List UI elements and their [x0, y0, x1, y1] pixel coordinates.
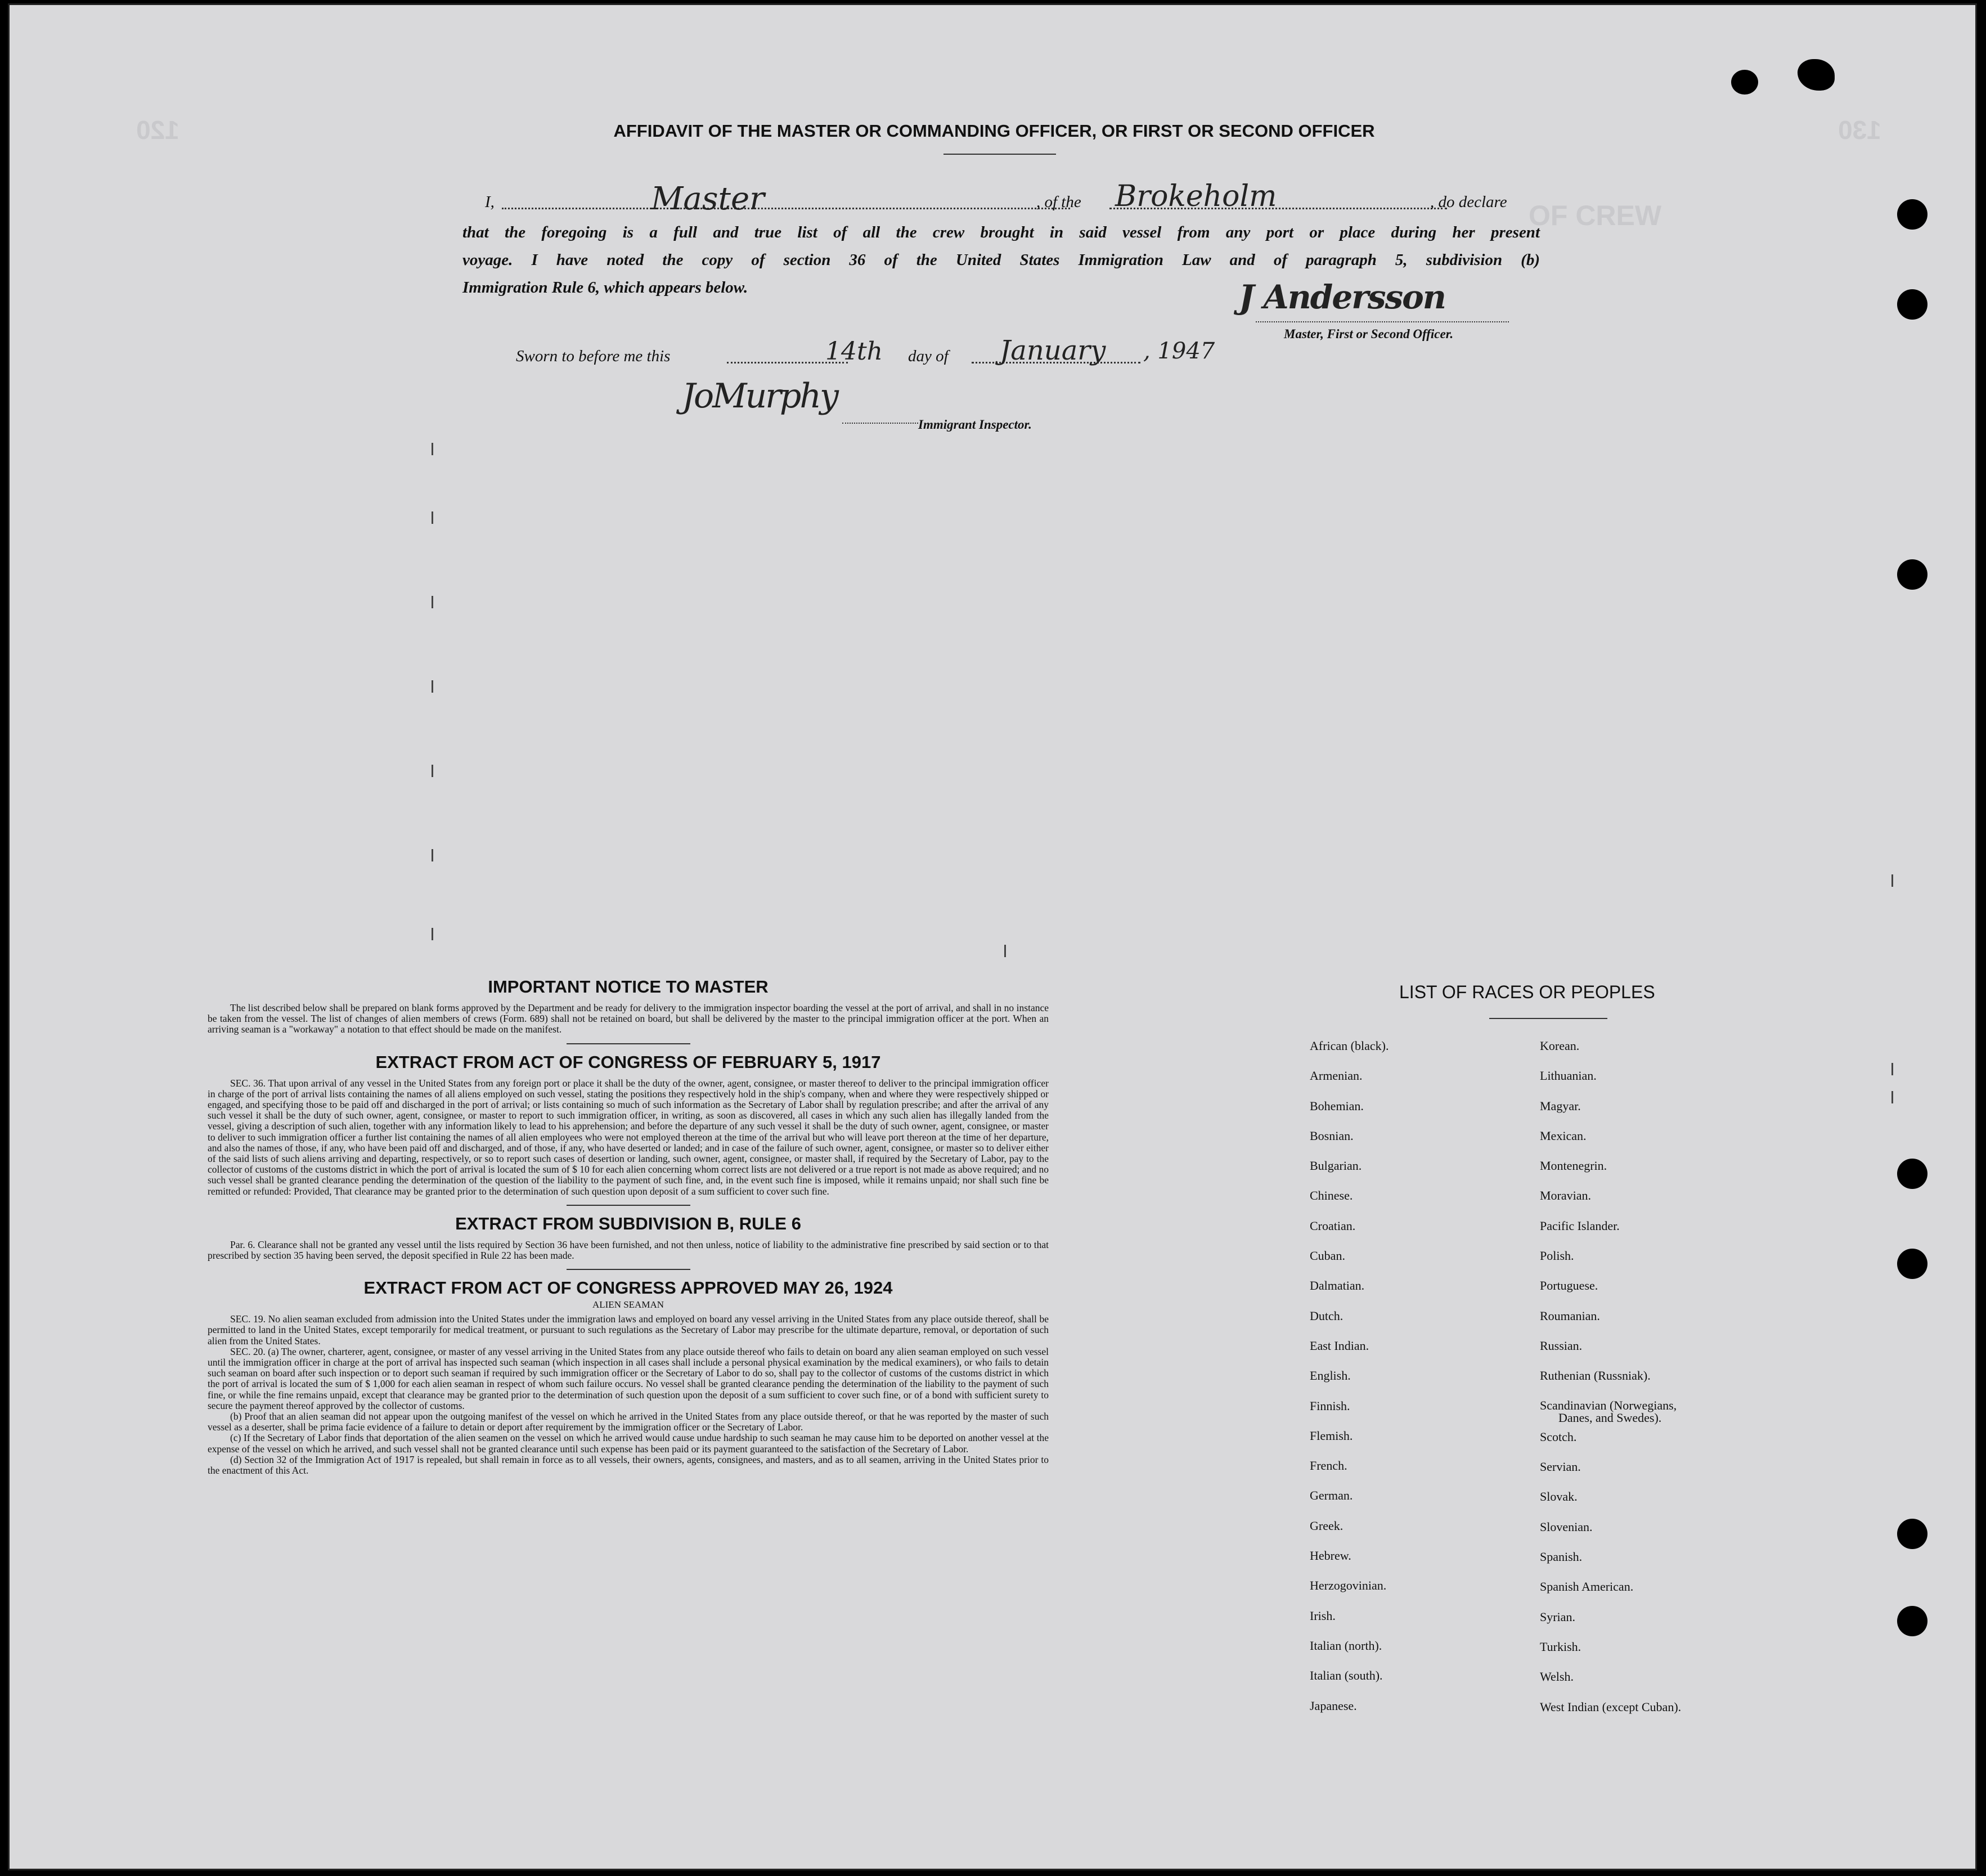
scan-mark [432, 928, 433, 940]
extract-1924-text [208, 1314, 1049, 1476]
sworn-label: Sworn to before me this [516, 347, 671, 365]
punch-hole [1897, 199, 1927, 230]
inspector-signature: JoMurphy [682, 376, 837, 416]
scan-mark [432, 765, 433, 777]
punch-hole [1897, 1249, 1927, 1279]
race-item: Croatian. [1310, 1218, 1356, 1233]
race-item: Polish. [1540, 1249, 1574, 1263]
vessel-handwriting: Brokeholm [1115, 179, 1277, 213]
race-item: East Indian. [1310, 1338, 1369, 1353]
race-item: Dalmatian. [1310, 1278, 1365, 1293]
declarant-field [502, 208, 1070, 209]
races-right-column [1540, 1038, 1681, 1729]
scan-mark [1004, 945, 1006, 957]
punch-hole [1897, 1159, 1927, 1189]
signature-caption: Master, First or Second Officer. [1284, 327, 1454, 341]
inspector-caption: Immigrant Inspector. [918, 418, 1032, 432]
race-item: Magyar. [1540, 1098, 1581, 1113]
race-item: Pacific Islander. [1540, 1218, 1620, 1233]
sec-20a-paragraph: SEC. 20. (a) The owner, charterer, agent, consignee, or master of any vessel arriving in the United States from any place outside thereof who fails to detain on board any alien seaman employed on such vessel until the immigration officer in charge at the port of arrival has inspected such seaman (which inspection in all cases shall include a personal physical examination by the medical examiners), or who fails to detain such seaman on board after such inspection or to deport such seaman if required by such immigration officer or the Secretary of Labor to do so, shall pay to the collector of customs of the customs district in which the port of arrival is located the sum of $ 1,000 for each alien seaman in respect of whom such failure occurs. No vessel shall be granted clearance pending the determination of the liability to the payment of such fine, or while the fine remains unpaid, except that clearance may be granted prior to the determination of such question upon the deposit of a sum sufficient to cover such fine, or of a bond with sufficient surety to secure the payment thereof approved by the collector of customs. [208, 1345, 1049, 1411]
year-handwriting: , 1947 [1143, 338, 1215, 364]
declare-label: , do declare [1430, 193, 1507, 211]
race-item: Russian. [1540, 1338, 1583, 1353]
affidavit-body-line: that the foregoing is a full and true list of all the crew brought in said vessel from any port or place during her present [462, 223, 1540, 241]
scan-mark [1891, 1063, 1893, 1075]
race-item: Mexican. [1540, 1128, 1587, 1143]
sec-36-paragraph: SEC. 36. That upon arrival of any vessel in the United States from any foreign port or place it shall be the duty of the owner, agent, consignee, or master thereof to deliver to the principal immigration officer in charge of the port of arrival lists containing the names of all aliens employed on such vessel, stating the positions they respectively hold in the ship's company, when and where they were respectively shipped or engaged, and specifying those to be paid off and discharged in the port of arrival; or lists containing so much of such information as the Secretary of Labor shall by regulation prescribe; and after the arrival of any such vessel it shall be the duty of such owner, agent, consignee, or master to report to such immigration officer, in writing, as soon as discovered, all cases in which any such alien has illegally landed from the vessel, giving a description of such alien, together with any information likely to lead to his apprehension; and before the departure of any such vessel it shall be the duty of such owner, agent, consignee, or master to deliver to such immigration officer a further list containing the names of all alien employees who were not employed thereon at the time of the arrival but who will leave port thereon at the time of her departure, and also the names of those, if any, who have been paid off and discharged, and of those, if any, who have deserted or landed; and in case of the failure of such owner, agent, consignee, or master so to deliver either of the said lists of such aliens arriving and departing, respectively, or so to report such cases of desertion or landing, such owner, agent, consignee, or master shall, if required by the Secretary of Labor, pay to the collector of customs of the customs district in which the port of arrival is located the sum of $ 10 for each alien concerning whom correct lists are not delivered or a true report is not made as above required; and no such vessel shall be granted clearance pending the determination of the question of the liability to the payment of such fine, and, in the event such fine is imposed, while it remains unpaid; nor shall such fine be remitted or refunded: Provided, That clearance may be granted prior to the determination of such question upon deposit of a sum sufficient to cover such fine. [208, 1077, 1049, 1197]
race-item: Herzogovinian. [1310, 1578, 1387, 1593]
sec-20b-paragraph: (b) Proof that an alien seaman did not appear upon the outgoing manifest of the vessel on which he arrived in the United States from any place outside thereof, or that he was reported by the master of such vessel as a deserter, shall be prima facie evidence of a failure to detain or deport after requirement by the immigration officer or the Secretary of Labor. [208, 1411, 1049, 1433]
race-item: Spanish American. [1540, 1579, 1634, 1594]
scan-mark [432, 680, 433, 693]
sec-20d-paragraph: (d) Section 32 of the Immigration Act of 1917 is repealed, but shall remain in force as to all vessels, their owners, agents, consignees, and masters, and as to all seamen, arriving in the United States prior to the enactment of this Act. [208, 1453, 1049, 1476]
declarant-handwriting: Master [651, 181, 765, 217]
race-item: Spanish. [1540, 1550, 1583, 1564]
race-item: Roumanian. [1540, 1308, 1600, 1323]
race-item: French. [1310, 1458, 1347, 1473]
race-item: Bohemian. [1310, 1098, 1364, 1113]
race-item: West Indian (except Cuban). [1540, 1699, 1682, 1714]
race-item: Flemish. [1310, 1428, 1353, 1443]
sec-19-paragraph: SEC. 19. No alien seaman excluded from admission into the United States under the immigration laws and employed on board any vessel arriving in the United States from any place outside thereof, shall be permitted to land in the United States, except temporarily for medical treatment, or pursuant to such regulations as the Secretary of Labor may prescribe for the ultimate departure, removal, or deportation of such alien from the United States. [208, 1313, 1049, 1347]
section-rule [567, 1269, 690, 1270]
race-item: Korean. [1540, 1039, 1580, 1053]
race-item: Slovenian. [1540, 1519, 1593, 1534]
race-item: Servian. [1540, 1460, 1581, 1474]
bleed-through-mark: OF CREW [1529, 200, 1662, 231]
race-item: African (black). [1310, 1039, 1389, 1053]
punch-hole [1897, 1606, 1927, 1636]
section-rule [567, 1043, 690, 1044]
inspector-field [842, 423, 918, 424]
day-of-label: day of [908, 347, 949, 365]
race-item: Portuguese. [1540, 1278, 1598, 1293]
race-item: Slovak. [1540, 1489, 1578, 1504]
race-item: Italian (north). [1310, 1638, 1382, 1653]
declarant-label: I, [485, 193, 495, 211]
race-item: Scotch. [1540, 1429, 1577, 1444]
race-item: Greek. [1310, 1518, 1344, 1533]
month-handwriting: January [1000, 335, 1106, 366]
extract-1924-title: EXTRACT FROM ACT OF CONGRESS APPROVED MAY 26, 1924 [363, 1278, 893, 1298]
scan-mark [1891, 874, 1893, 887]
race-item: English. [1310, 1368, 1351, 1383]
races-title-rule [1489, 1018, 1607, 1019]
bleed-through-mark: 130 [1838, 115, 1881, 145]
punch-hole [1897, 559, 1927, 590]
race-item: Montenegrin. [1540, 1159, 1607, 1173]
scan-mark [432, 443, 433, 455]
race-item: Moravian. [1540, 1188, 1592, 1203]
title-rule [943, 154, 1056, 155]
punch-hole [1897, 1519, 1927, 1549]
race-item: German. [1310, 1488, 1353, 1503]
race-item: Welsh. [1540, 1669, 1574, 1684]
par-6-paragraph: Par. 6. Clearance shall not be granted any vessel until the lists required by Section 36 have been furnished, and not then unless, notice of liability to the administrative fine prescribed by said section or to that prescribed by section 35 having been served, the deposit specified in Rule 22 has been made. [208, 1238, 1049, 1262]
sworn-line [516, 335, 1247, 371]
race-item: Armenian. [1310, 1069, 1363, 1083]
race-item: Bulgarian. [1310, 1159, 1362, 1173]
affidavit-title: AFFIDAVIT OF THE MASTER OR COMMANDING OFFICER, OR FIRST OR SECOND OFFICER [613, 121, 1375, 141]
race-item: Hebrew. [1310, 1549, 1351, 1563]
vessel-label: , of the [1036, 193, 1081, 211]
race-item: Syrian. [1540, 1609, 1575, 1624]
scan-mark [1891, 1091, 1893, 1103]
manifest-page [8, 3, 1977, 1870]
race-item: Irish. [1310, 1608, 1336, 1623]
punch-hole [1897, 289, 1927, 320]
race-item: Finnish. [1310, 1398, 1350, 1413]
punch-hole [1798, 59, 1835, 91]
scan-mark [432, 511, 433, 524]
legal-column [208, 977, 1049, 1476]
bleed-through-mark: 120 [136, 115, 179, 145]
race-item: Italian (south). [1310, 1668, 1383, 1683]
race-item: Scandinavian (Norwegians, Danes, and Swedes). [1540, 1398, 1677, 1425]
affidavit-body-line: Immigration Rule 6, which appears below. [462, 279, 748, 297]
race-item: Dutch. [1310, 1308, 1344, 1323]
rule6-title: EXTRACT FROM SUBDIVISION B, RULE 6 [455, 1213, 801, 1233]
sec-20c-paragraph: (c) If the Secretary of Labor finds that deportation of the alien seamen on the vessel on which he arrived would cause undue hardship to such seaman he may cause him to be deported on another vessel at the expense of the vessel on which he arrived, and such vessel shall not be granted clearance until such expense has been paid or its payment guaranteed to the satisfaction of the Secretary of Labor. [208, 1432, 1049, 1455]
race-item: Cuban. [1310, 1249, 1345, 1263]
notice-paragraph: The list described below shall be prepared on blank forms approved by the Department and be ready for delivery to the immigration inspector boarding the vessel at the port of arrival, and shall in no instance be taken from the vessel. The list of changes of alien members of crews (Form. 689) shall not be retained on board, but shall be delivered by the master to the principal immigration officer at the port. When an arriving seaman is a "workaway" a notation to that effect should be made on the manifest. [208, 1002, 1049, 1035]
extract-1917-title: EXTRACT FROM ACT OF CONGRESS OF FEBRUARY 5, 1917 [375, 1052, 881, 1072]
section-rule [567, 1205, 690, 1206]
punch-hole [1731, 70, 1758, 95]
day-handwriting: 14th [825, 337, 883, 366]
alien-seaman-subtitle: ALIEN SEAMAN [592, 1299, 664, 1310]
extract-1917-text [208, 1078, 1049, 1197]
scan-mark [432, 596, 433, 608]
rule6-text [208, 1240, 1049, 1261]
race-item: Ruthenian (Russniak). [1540, 1368, 1651, 1383]
signature-field [1256, 321, 1509, 322]
races-title: LIST OF RACES OR PEOPLES [1399, 982, 1655, 1002]
race-item: Bosnian. [1310, 1128, 1354, 1143]
race-item: Lithuanian. [1540, 1069, 1597, 1083]
race-item: Turkish. [1540, 1639, 1581, 1654]
race-item: Japanese. [1310, 1698, 1357, 1713]
master-signature: J Andersson [1239, 278, 1445, 316]
scan-mark [432, 849, 433, 861]
affidavit-line1 [462, 179, 1543, 219]
affidavit-body-line: voyage. I have noted the copy of section 36 of the United States Immigration Law and of paragraph 5, subdivision (b) [462, 251, 1540, 269]
notice-text [208, 1003, 1049, 1035]
races-left-column [1310, 1038, 1389, 1728]
notice-title: IMPORTANT NOTICE TO MASTER [488, 977, 769, 997]
race-item: Chinese. [1310, 1188, 1353, 1203]
